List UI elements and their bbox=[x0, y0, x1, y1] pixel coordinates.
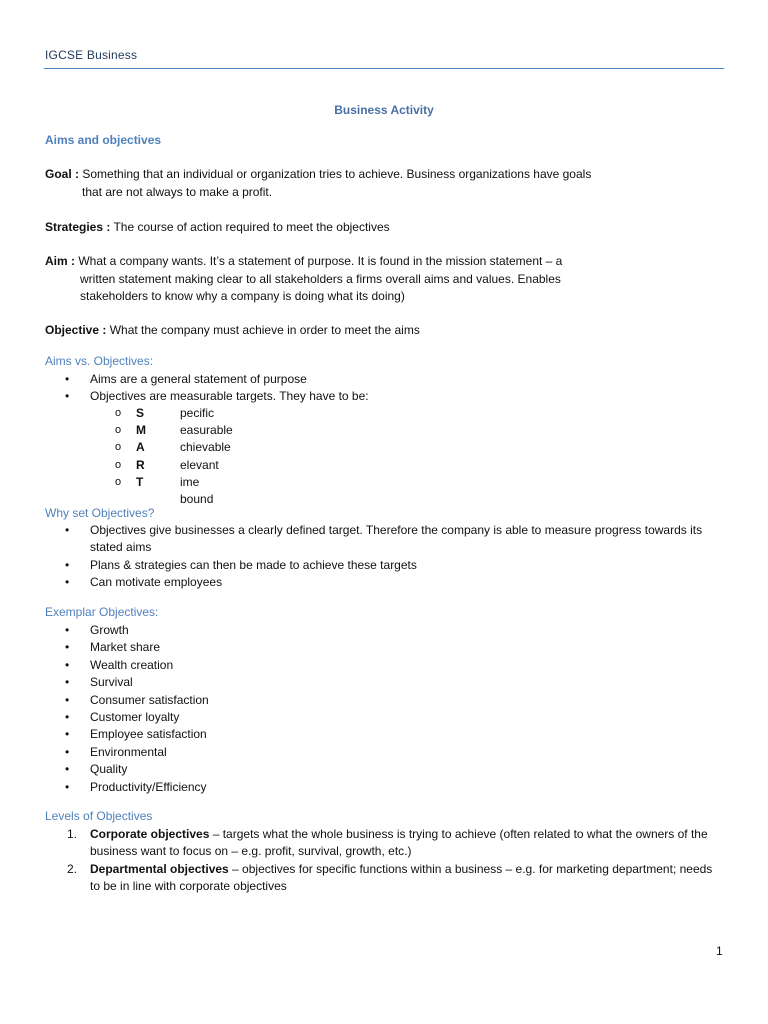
list-number: 2. bbox=[67, 861, 78, 876]
bullet-icon: • bbox=[65, 692, 70, 707]
circle-bullet-icon: o bbox=[115, 424, 122, 437]
bullet-icon: • bbox=[65, 744, 70, 759]
list-item: • Quality bbox=[45, 761, 725, 778]
list-item: • Customer loyalty bbox=[45, 709, 725, 726]
list-item: 2. Departmental objectives – objectives for specific functions within a business – e.g. for marketing department; needs to be in line with corporate objectives bbox=[67, 861, 713, 894]
aims-vs-objectives-list bbox=[45, 371, 725, 406]
heading-aims-and-objectives: Aims and objectives bbox=[45, 133, 162, 147]
bullet-icon: • bbox=[65, 372, 70, 386]
circle-bullet-icon: o bbox=[115, 475, 122, 488]
list-item: 1. Corporate objectives – targets what the whole business is trying to achieve (often related to what the owners of the business want to focus on – e.g. profit, survival, growth, etc.) bbox=[67, 827, 708, 859]
bullet-icon: • bbox=[65, 389, 70, 404]
list-item: • Aims are a general statement of purpose bbox=[45, 371, 725, 388]
bullet-icon: • bbox=[65, 575, 70, 590]
exemplar-objectives-list bbox=[45, 622, 725, 796]
list-item: • Objectives are measurable targets. They have to be: bbox=[45, 388, 725, 405]
list-item: • Objectives give businesses a clearly defined target. Therefore the company is able to measure progress towards its stated aims bbox=[65, 523, 703, 555]
bullet-icon: • bbox=[65, 779, 70, 794]
circle-bullet-icon: o bbox=[115, 407, 122, 419]
heading-levels-of-objectives: Levels of Objectives bbox=[45, 809, 153, 823]
bullet-icon: • bbox=[65, 727, 70, 742]
bullet-icon: • bbox=[65, 557, 70, 572]
goal-term: Goal : bbox=[45, 167, 80, 181]
list-item: • Plans & strategies can then be made to achieve these targets bbox=[45, 557, 725, 574]
bullet-icon: • bbox=[65, 710, 70, 725]
document-title: Business Activity bbox=[334, 103, 434, 117]
list-item: • Environmental bbox=[45, 744, 725, 761]
aim-definition bbox=[45, 253, 725, 306]
list-number: 1. bbox=[67, 827, 78, 841]
objective-text: What the company must achieve in order to meet the aims bbox=[106, 323, 420, 337]
header-title: IGCSE Business bbox=[45, 48, 138, 62]
strategies-definition bbox=[45, 219, 725, 237]
page-number: 1 bbox=[716, 944, 723, 958]
bullet-icon: • bbox=[65, 675, 70, 690]
heading-aims-vs-objectives: Aims vs. Objectives: bbox=[45, 354, 154, 368]
strategies-term: Strategies : bbox=[45, 220, 111, 234]
why-set-objectives-list bbox=[45, 522, 725, 592]
bullet-icon: • bbox=[65, 762, 70, 777]
list-item: • Survival bbox=[45, 674, 725, 691]
bullet-icon: • bbox=[65, 623, 70, 637]
list-item: • Consumer satisfaction bbox=[45, 692, 725, 709]
aim-text-line2: written statement making clear to all stakeholders a firms overall aims and values. Enables bbox=[80, 271, 561, 286]
levels-of-objectives-list bbox=[45, 826, 725, 896]
bullet-icon: • bbox=[65, 640, 70, 655]
bullet-icon: • bbox=[65, 657, 70, 672]
list-item: • Employee satisfaction bbox=[45, 726, 725, 743]
goal-definition bbox=[45, 166, 725, 201]
objective-term: Objective : bbox=[45, 323, 107, 337]
circle-bullet-icon: o bbox=[115, 441, 122, 454]
list-item: • Growth bbox=[45, 622, 725, 639]
goal-text-line2: that are not always to make a profit. bbox=[82, 184, 273, 199]
aim-text-line3: stakeholders to know why a company is doing what its doing) bbox=[80, 289, 405, 303]
list-item: • Market share bbox=[45, 639, 725, 656]
bullet-icon: • bbox=[65, 523, 70, 537]
document-page: IGCSE Business Business Activity Aims and objectives Goal : Something that an individual or organization tries to achieve. Business organizations have goals that are not always to make a profit. Strategies : The course of action required to meet the objectives Aim : What a company wants. It’s a statement of purpose. It is found in the mission statement – a written statement making clear to all stakeholders a firms overall aims and values. Enables stakeholders to know why a company is doing what its doing) Objective : What the company must achieve in order to meet the aims Aims vs. Objectives: • Aims are a general statement of purpose • Objectives are measurable targets. They have to be: o S pecific o M easurable o A chievable o R elevant o T ime bound Why set Objectives? • Objectives give businesses a clearly defined target. Therefore the company is able to measure progress towards its stated aims • Plans & strategies can then be made to achieve these targets • Can motivate employees Exemplar Objectives: • Growth • Market share • Wealth creation • Survival • Consumer satisfaction • Customer loyalty • Employee satisfaction • Environmental • Quality • Productivity/Efficiency Levels of Objectives 1. Corporate objectives – targets what the whole business is trying to achieve (often related to what the owners of the business want to focus on – e.g. profit, survival, growth, etc.) 2. Departmental objectives – objectives for specific functions within a business – e.g. for marketing department; needs to be in line with corporate objectives 1 bbox=[0, 0, 768, 1024]
heading-exemplar-objectives: Exemplar Objectives: bbox=[45, 605, 159, 619]
aim-term: Aim : bbox=[45, 254, 75, 268]
objective-definition bbox=[45, 322, 725, 340]
aim-text-line1: What a company wants. It’s a statement of purpose. It is found in the mission statement – a bbox=[75, 254, 563, 268]
list-item: • Wealth creation bbox=[45, 657, 725, 674]
header-rule bbox=[44, 68, 724, 69]
strategies-text: The course of action required to meet the objectives bbox=[110, 220, 390, 234]
circle-bullet-icon: o bbox=[115, 458, 122, 471]
heading-why-set-objectives: Why set Objectives? bbox=[45, 506, 155, 520]
list-item: • Productivity/Efficiency bbox=[45, 779, 725, 796]
list-item: • Can motivate employees bbox=[45, 574, 725, 591]
goal-text-line1: Something that an individual or organization tries to achieve. Business organizations have goals bbox=[79, 167, 592, 181]
